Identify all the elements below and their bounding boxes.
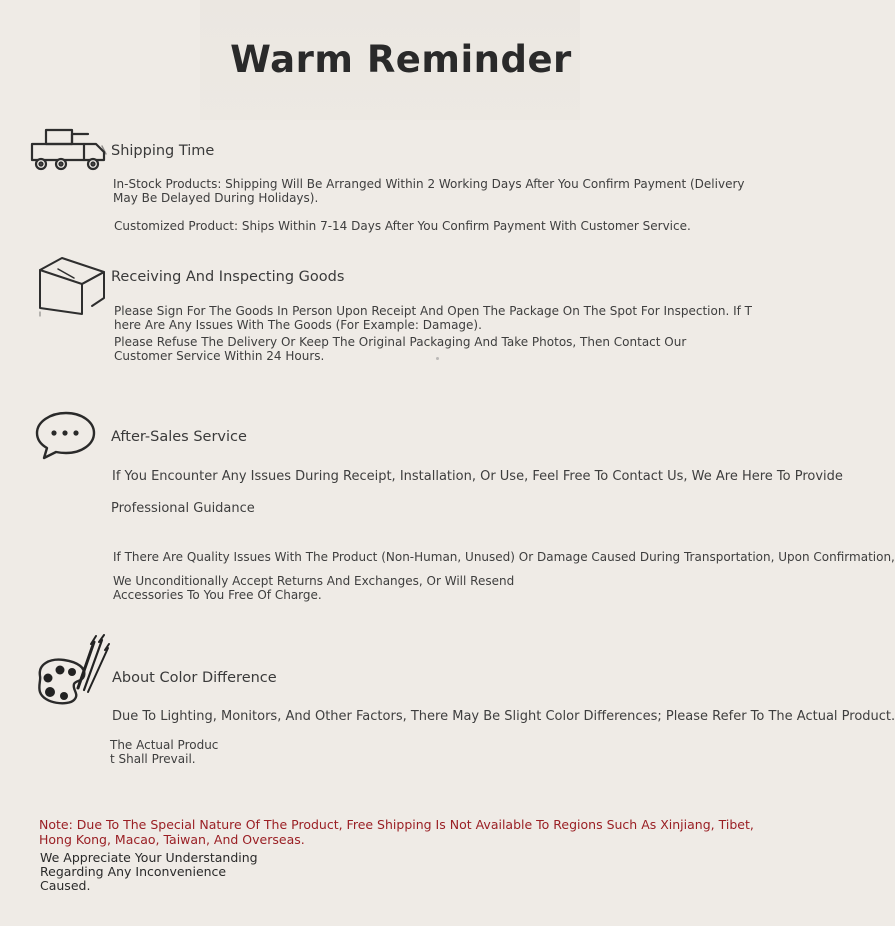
aftersales-returns-text: We Unconditionally Accept Returns And Exchanges, Or Will Resend Accessories To You Free Of Charge.	[113, 574, 515, 602]
color-prevail-text: The Actual Product Shall Prevail.	[110, 738, 219, 766]
receiving-heading: Receiving And Inspecting Goods	[111, 269, 345, 285]
understanding-note: We Appreciate Your Understanding Regarding Any Inconvenience Caused.	[40, 850, 258, 893]
box-icon	[34, 254, 108, 318]
receiving-inspection-text: Please Sign For The Goods In Person Upon Receipt And Open The Package On The Spot For Inspection. If There Are Any Issues With The Goods (For Example: Damage).	[114, 304, 752, 332]
color-heading: About Color Difference	[112, 670, 277, 686]
shipping-heading: Shipping Time	[111, 143, 215, 159]
shipping-restriction-note: Note: Due To The Special Nature Of The Product, Free Shipping Is Not Available To Regions Such As Xinjiang, Tibet, Hong Kong, Macao, Taiwan, And Overseas.	[39, 817, 754, 847]
receiving-refuse-text: Please Refuse The Delivery Or Keep The Original Packaging And Take Photos, Then Contact Our Customer Service Within 24 Hours.	[114, 335, 687, 363]
aftersales-contact-text: If You Encounter Any Issues During Receipt, Installation, Or Use, Feel Free To Contact Us, We Are Here To Provide	[112, 469, 843, 484]
aftersales-heading: After-Sales Service	[111, 429, 247, 445]
aftersales-quality-text: If There Are Quality Issues With The Product (Non-Human, Unused) Or Damage Caused During Transportation, Upon Confirmation,	[113, 550, 895, 564]
shipping-instock-text: In-Stock Products: Shipping Will Be Arranged Within 2 Working Days After You Confirm Payment (Delivery May Be Delayed During Holidays).	[113, 177, 745, 205]
palette-icon	[34, 634, 110, 710]
truck-icon	[30, 126, 108, 172]
color-difference-text: Due To Lighting, Monitors, And Other Factors, There May Be Slight Color Differences; Please Refer To The Actual Product.	[112, 709, 895, 724]
speck	[436, 357, 439, 360]
shipping-customized-text: Customized Product: Ships Within 7-14 Days After You Confirm Payment With Customer Service.	[114, 219, 691, 233]
aftersales-guidance-text: Professional Guidance	[111, 501, 255, 516]
page-title: Warm Reminder	[230, 38, 572, 81]
chat-bubble-icon	[34, 409, 98, 463]
